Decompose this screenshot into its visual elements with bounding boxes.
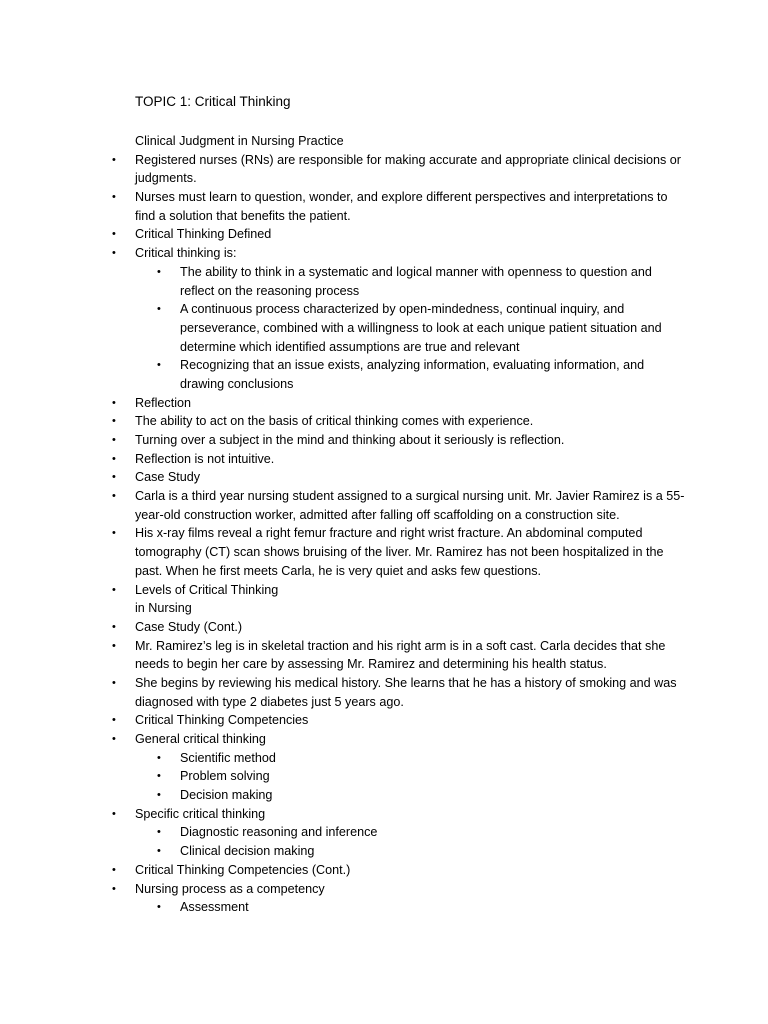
list-item	[0, 618, 768, 637]
line-text: She begins by reviewing his medical history. She learns that he has a history of smoking and was	[135, 675, 677, 690]
line-text: judgments.	[135, 171, 197, 186]
line-text: Recognizing that an issue exists, analyzing information, evaluating information, and	[180, 358, 645, 373]
line-text: in Nursing	[135, 601, 192, 616]
line-text: Case Study	[135, 470, 201, 485]
line-text: reflect on the reasoning process	[180, 283, 360, 298]
bullet-icon: •	[112, 863, 116, 876]
line-text: tomography (CT) scan shows bruising of the liver. Mr. Ramirez has not been hospitalized in the	[135, 545, 664, 560]
bullet-icon: •	[112, 639, 116, 652]
line-text: The ability to think in a systematic and logical manner with openness to question and	[180, 264, 652, 279]
line-text: Clinical decision making	[180, 844, 315, 859]
list-item	[0, 693, 768, 712]
list-item	[0, 524, 768, 543]
list-item	[0, 132, 768, 151]
line-text: find a solution that benefits the patient.	[135, 208, 351, 223]
list-item	[0, 543, 768, 562]
sub-list-item	[0, 786, 768, 805]
line-text: Reflection	[135, 395, 192, 410]
bullet-icon: •	[112, 415, 116, 428]
line-text: past. When he first meets Carla, he is very quiet and asks few questions.	[135, 563, 541, 578]
bullet-icon: •	[112, 527, 116, 540]
line-text: Critical Thinking Competencies (Cont.)	[135, 862, 351, 877]
bullet-icon: •	[157, 303, 161, 316]
line-text: diagnosed with type 2 diabetes just 5 years ago.	[135, 694, 404, 709]
list-item	[0, 244, 768, 263]
sub-list-item	[0, 823, 768, 842]
bullet-icon: •	[157, 265, 161, 278]
bullet-icon: •	[112, 676, 116, 689]
sub-list-item	[0, 282, 768, 301]
bullet-icon: •	[157, 845, 161, 858]
document-title: TOPIC 1: Critical Thinking	[135, 94, 291, 109]
line-text: Reflection is not intuitive.	[135, 451, 275, 466]
list-item	[0, 188, 768, 207]
line-text: Case Study (Cont.)	[135, 619, 243, 634]
bullet-icon: •	[157, 901, 161, 914]
line-text: drawing conclusions	[180, 376, 294, 391]
bullet-icon: •	[157, 359, 161, 372]
line-text: Clinical Judgment in Nursing Practice	[135, 134, 344, 148]
bullet-icon: •	[112, 620, 116, 633]
line-text: Scientific method	[180, 750, 276, 765]
bullet-icon: •	[112, 714, 116, 727]
bullet-icon: •	[112, 471, 116, 484]
bullet-icon: •	[157, 789, 161, 802]
list-item	[0, 394, 768, 413]
line-text: Registered nurses (RNs) are responsible for making accurate and appropriate clinical decisions or	[135, 152, 681, 167]
bullet-icon: •	[157, 770, 161, 783]
line-text: Specific critical thinking	[135, 806, 266, 821]
sub-list-item	[0, 319, 768, 338]
bullet-icon: •	[112, 733, 116, 745]
line-text: perseverance, combined with a willingness to look at each unique patient situation and	[180, 320, 662, 335]
sub-list-item	[0, 300, 768, 319]
list-item	[0, 562, 768, 581]
bullet-icon: •	[112, 191, 116, 204]
line-text: Problem solving	[180, 769, 270, 784]
sub-list-item	[0, 749, 768, 768]
line-text: Assessment	[180, 900, 249, 915]
list-item	[0, 450, 768, 469]
sub-list-item	[0, 842, 768, 861]
list-item	[0, 431, 768, 450]
list-item	[0, 674, 768, 693]
line-text: Mr. Ramirez’s leg is in skeletal traction and his right arm is in a soft cast. Carla decides that she	[135, 638, 666, 653]
list-item	[0, 487, 768, 506]
line-text: Critical thinking is:	[135, 246, 237, 261]
bullet-icon: •	[157, 826, 161, 839]
list-item	[0, 711, 768, 730]
document-body	[0, 132, 768, 917]
line-text: Critical Thinking Competencies	[135, 713, 309, 728]
line-text: His x-ray films reveal a right femur fracture and right wrist fracture. An abdominal computed	[135, 526, 643, 541]
list-item	[0, 169, 768, 188]
line-text: A continuous process characterized by open-mindedness, continual inquiry, and	[180, 302, 625, 317]
list-item	[0, 207, 768, 226]
bullet-icon: •	[112, 490, 116, 503]
line-text: Critical Thinking Defined	[135, 227, 272, 242]
list-item	[0, 225, 768, 244]
bullet-icon: •	[112, 807, 116, 820]
bullet-icon: •	[112, 583, 116, 596]
list-item	[0, 637, 768, 656]
list-item	[0, 506, 768, 525]
list-item	[0, 805, 768, 824]
bullet-icon: •	[112, 882, 116, 895]
line-text: The ability to act on the basis of critical thinking comes with experience.	[135, 414, 534, 429]
line-text: Diagnostic reasoning and inference	[180, 825, 378, 840]
list-item	[0, 730, 768, 749]
sub-list-item	[0, 375, 768, 394]
bullet-icon: •	[112, 247, 116, 260]
line-text: Decision making	[180, 788, 273, 803]
line-text: Levels of Critical Thinking	[135, 582, 279, 597]
list-item	[0, 655, 768, 674]
list-item	[0, 880, 768, 899]
line-text: Carla is a third year nursing student assigned to a surgical nursing unit. Mr. Javier Ramirez is a 55-	[135, 489, 685, 504]
list-item	[0, 599, 768, 618]
list-item	[0, 581, 768, 600]
line-text: determine which identified assumptions are true and relevant	[180, 339, 520, 354]
bullet-icon: •	[112, 153, 116, 166]
sub-list-item	[0, 767, 768, 786]
bullet-icon: •	[112, 434, 116, 446]
line-text: Nursing process as a competency	[135, 881, 325, 896]
sub-list-item	[0, 263, 768, 282]
list-item	[0, 861, 768, 880]
line-text: Nurses must learn to question, wonder, and explore different perspectives and interpretations to	[135, 190, 668, 205]
list-item	[0, 468, 768, 487]
bullet-icon: •	[112, 452, 116, 465]
bullet-icon: •	[112, 228, 116, 241]
line-text: year-old construction worker, admitted after falling off scaffolding on a construction site.	[135, 507, 620, 522]
line-text: General critical thinking	[135, 732, 266, 746]
list-item	[0, 151, 768, 170]
sub-list-item	[0, 338, 768, 357]
line-text: needs to begin her care by assessing Mr. Ramirez and determining his health status.	[135, 657, 607, 672]
list-item	[0, 412, 768, 431]
sub-list-item	[0, 898, 768, 917]
sub-list-item	[0, 356, 768, 375]
line-text: Turning over a subject in the mind and thinking about it seriously is reflection.	[135, 433, 565, 447]
bullet-icon: •	[157, 751, 161, 764]
bullet-icon: •	[112, 396, 116, 409]
